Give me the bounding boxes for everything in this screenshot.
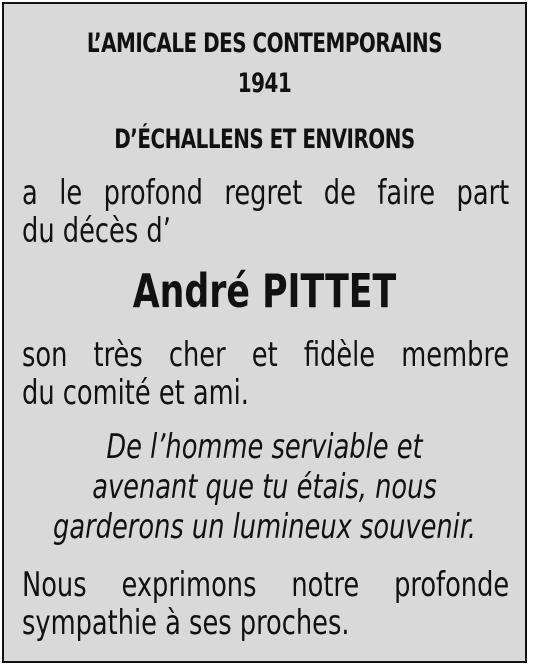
closing-line-1: Nous exprimons notre profonde (22, 565, 510, 605)
deceased-name: André PITTET (132, 264, 397, 318)
role-line-2: du comité et ami. (22, 373, 249, 413)
heading-association: L’AMICALE DES CONTEMPORAINS (86, 28, 443, 59)
quote-line-2: avenant que tu étais, nous (92, 467, 437, 507)
heading-location: D’ÉCHALLENS ET ENVIRONS (114, 124, 415, 155)
death-notice (2, 2, 527, 663)
role-line-1: son très cher et fidèle membre (22, 335, 510, 375)
intro-line-1: a le profond regret de faire part (22, 173, 510, 213)
intro-line-2: du décès d’ (22, 211, 171, 251)
heading-year: 1941 (237, 68, 292, 99)
quote-line-3: garderons un lumineux souvenir. (53, 507, 476, 547)
quote-line-1: De l’homme serviable et (106, 427, 423, 467)
closing-line-2: sympathie à ses proches. (22, 603, 350, 643)
